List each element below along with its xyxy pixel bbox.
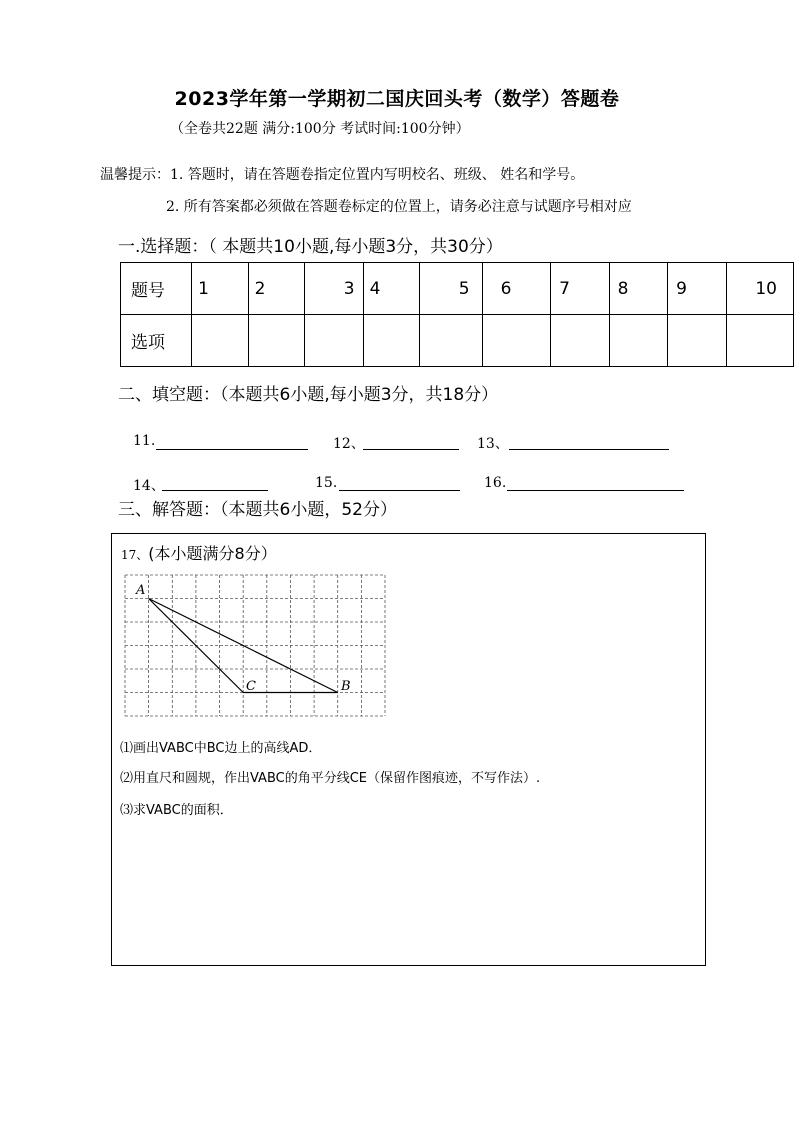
question-17-part-1: ⑴画出VABC中BC边上的高线AD． [120,741,322,756]
question-number: 4 [363,263,420,315]
blank-label-13: 13、 [477,436,509,452]
dashed-grid [125,575,385,716]
question-number: 3 [305,263,364,315]
question-number: 2 [248,263,305,315]
question-number: 5 [420,263,483,315]
blank-label-15: 15. [315,475,338,491]
question-number: 6 [482,263,551,315]
row-label-number: 题号 [121,263,192,315]
exam-info: （全卷共22题 满分:100分 考试时间:100分钟） [170,121,470,137]
question-number: 8 [609,263,668,315]
blank-label-16: 16. [484,475,507,491]
question-number: 9 [668,263,727,315]
row-label-option: 选项 [121,315,192,367]
question-17-part-2: ⑵用直尺和圆规，作出VABC的角平分线CE（保留作图痕迹，不写作法）. [120,771,541,786]
tip-line-1: 温馨提示：1. 答题时，请在答题卷指定位置内写明校名、班级、 姓名和学号。 [100,167,585,183]
point-label-b: B [341,679,351,694]
question-17-number: 17、 [121,548,149,562]
point-label-a: A [136,583,146,598]
question-number: 10 [726,263,793,315]
section-2-heading: 二、填空题：（本题共6小题,每小题3分，共18分） [118,385,499,405]
question-number: 7 [551,263,610,315]
page-title: 2023学年第一学期初二国庆回头考（数学）答题卷 [174,88,620,110]
blank-label-11: 11. [133,433,156,449]
tip-line-2: 2. 所有答案都必须做在答题卷标定的位置上，请务必注意与试题序号相对应 [166,199,632,215]
section-3-heading: 三、解答题：（本题共6小题，52分） [118,500,397,520]
question-17-part-3: ⑶求VABC的面积． [120,803,233,818]
question-17-title: (本小题满分8分） [148,544,277,563]
blank-label-14: 14、 [133,478,165,494]
point-label-c: C [246,679,256,694]
question-number: 1 [192,263,249,315]
section-1-heading: 一.选择题：（ 本题共10小题,每小题3分，共30分） [118,237,503,257]
blank-label-12: 12、 [333,436,365,452]
